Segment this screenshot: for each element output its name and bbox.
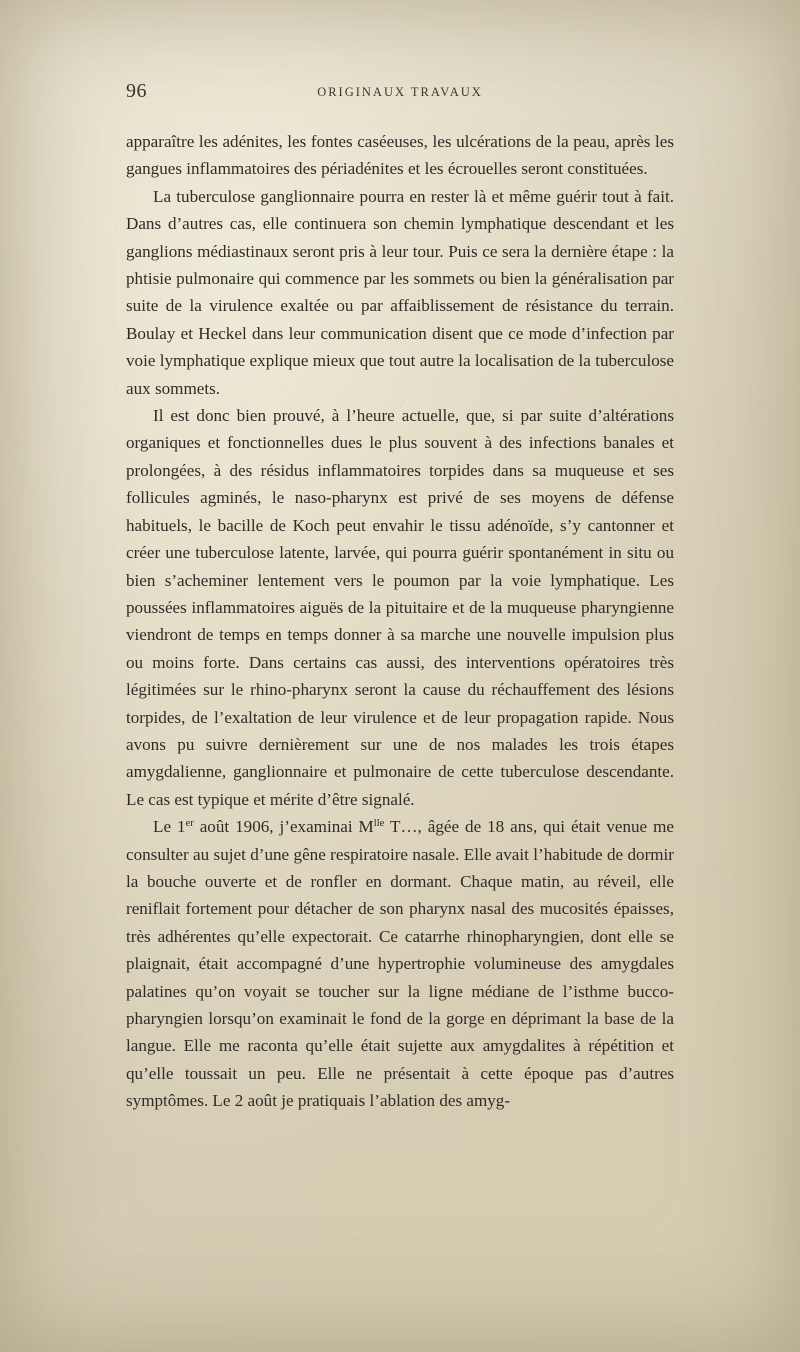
paragraph-2: La tuberculose ganglionnaire pourra en rester là et même guérir tout à fait. Dans d’autres cas, elle continuera son chemin lymphatique descendant et les ganglions médiastinaux seront pris à leur tour. Puis ce sera la dernière étape : la phtisie pulmonaire qui commence par les sommets ou bien la généralisation par suite de la virulence exaltée ou par affaiblissement de résistance du terrain. Boulay et Heckel dans leur communication disent que ce mode d’infection par voie lymphatique explique mieux que tout autre la localisation de la tuberculose aux sommets. — [126, 186, 674, 398]
paragraph-3: Il est donc bien prouvé, à l’heure actuelle, que, si par suite d’altérations organiques et fonctionnelles dues le plus souvent à des infections banales et prolongées, à des résidus inflammatoires torpides dans sa muqueuse et ses follicules agminés, le naso-pharynx est privé de ses moyens de défense habituels, le bacille de Koch peut envahir le tissu adénoïde, s’y cantonner et créer une tuberculose latente, larvée, qui pourra guérir spontanément in situ ou bien s’acheminer lentement vers le poumon par la voie lymphatique. Les poussées inflammatoires aiguës de la pituitaire et de la muqueuse pharyngienne viendront de temps en temps donner à sa marche une nouvelle impulsion plus ou moins forte. Dans certains cas aussi, des interventions opératoires très légitimées sur le rhino-pharynx seront la cause du réchauffement des lésions torpides, de l’exaltation de leur virulence et de leur propagation rapide. Nous avons pu suivre dernièrement sur une de nos malades les trois étapes amygdalienne, ganglionnaire et pulmonaire de cette tuberculose descendante. Le cas est typique et mérite d’être signalé. — [126, 406, 674, 809]
page-number: 96 — [126, 80, 147, 102]
running-head: ORIGINAUX TRAVAUX — [317, 85, 483, 99]
paragraph-4: Le 1er août 1906, j’examinai $M^{lle}$ T…, âgée de 18 ans, qui était venue me consulter au sujet d’une gêne respiratoire nasale. Elle avait l’habitude de dormir la bouche ouverte et de ronfler en dormant. Chaque matin, au réveil, elle reniflait fortement pour détacher de son pharynx nasal des mucosités épaisses, très adhérentes qu’elle expectorait. Ce catarrhe rhinopharyngien, dont elle se plaignait, était accompagné d’une hypertrophie volumineuse des amygdales palatines qu’on voyait se toucher sur la ligne médiane de l’isthme bucco-pharyngien lorsqu’on examinait le fond de la gorge en déprimant la base de la langue. Elle me raconta qu’elle était sujette aux amygdalites à répétition et qu’elle toussait un peu. Elle ne présentait à cette époque pas d’autres symptômes. Le 2 août je pratiquais l’ablation des amyg- — [126, 817, 674, 1111]
page-body — [126, 128, 674, 1115]
paragraph-1: apparaître les adénites, les fontes caséeuses, les ulcérations de la peau, après les gangues inflammatoires des périadénites et les écrouelles seront constituées. — [126, 132, 674, 179]
page-header — [0, 80, 800, 104]
